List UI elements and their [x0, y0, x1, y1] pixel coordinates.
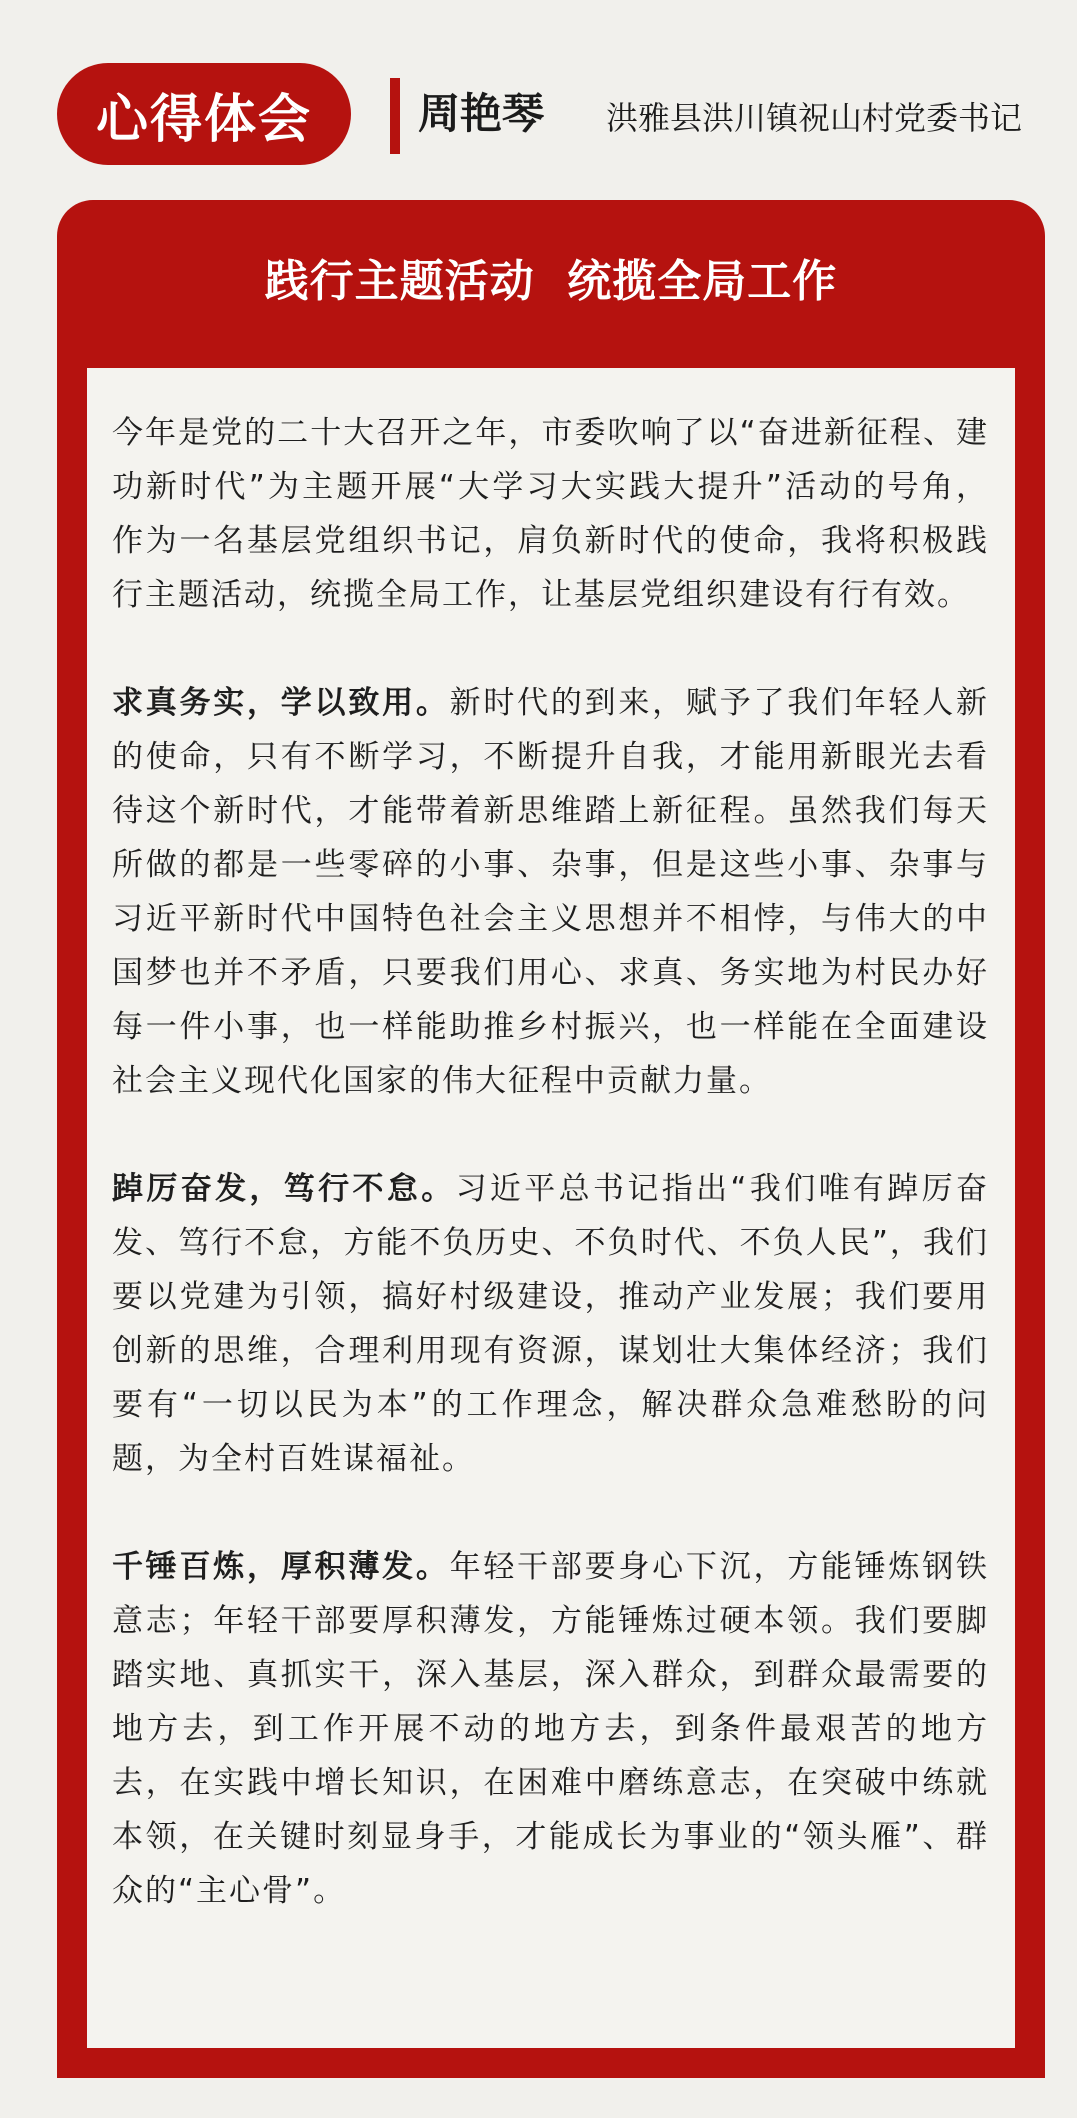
author-position: 洪雅县洪川镇祝山村党委书记: [606, 99, 1023, 137]
paragraph: [112, 1162, 989, 1486]
paragraph-lead: 千锤百炼，厚积薄发。: [112, 1549, 450, 1585]
paragraph-text: 今年是党的二十大召开之年，市委吹响了以“奋进新征程、建功新时代”为主题开展“大学习大实践大提升”活动的号角，作为一名基层党组织书记，肩负新时代的使命，我将积极践行主题活动，统揽全局工作，让基层党组织建设有行有效。: [112, 415, 989, 613]
paragraph-text: 年轻干部要身心下沉，方能锤炼钢铁意志；年轻干部要厚积薄发，方能锤炼过硬本领。我们要脚踏实地、真抓实干，深入基层，深入群众，到群众最需要的地方去，到工作开展不动的地方去，到条件最艰苦的地方去，在实践中增长知识，在困难中磨练意志，在突破中练就本领，在关键时刻显身手，才能成长为事业的“领头雁”、群众的“主心骨”。: [112, 1549, 990, 1909]
paragraph: [112, 1540, 989, 1918]
author-name: 周艳琴: [418, 89, 545, 138]
article-title: 践行主题活动 统揽全局工作: [264, 256, 838, 307]
paragraph-text: 新时代的到来，赋予了我们年轻人新的使命，只有不断学习，不断提升自我，才能用新眼光去看待这个新时代，才能带着新思维踏上新征程。虽然我们每天所做的都是一些零碎的小事、杂事，但是这些小事、杂事与习近平新时代中国特色社会主义思想并不相悖，与伟大的中国梦也并不矛盾，只要我们用心、求真、务实地为村民办好每一件小事，也一样能助推乡村振兴，也一样能在全面建设社会主义现代化国家的伟大征程中贡献力量。: [112, 685, 990, 1099]
header: [0, 0, 1077, 200]
section-badge: 心得体会: [57, 63, 351, 165]
paragraph: [112, 406, 989, 622]
paragraph: [112, 676, 989, 1108]
article-card: [57, 200, 1045, 2078]
paragraph-text: 习近平总书记指出“我们唯有踔厉奋发、笃行不怠，方能不负历史、不负时代、不负人民”，我们要以党建为引领，搞好村级建设，推动产业发展；我们要用创新的思维，合理利用现有资源，谋划壮大集体经济；我们要有“一切以民为本”的工作理念，解决群众急难愁盼的问题，为全村百姓谋福祉。: [112, 1171, 989, 1477]
article-body: [87, 368, 1015, 2048]
divider-bar: [390, 78, 400, 154]
paragraph-lead: 踔厉奋发，笃行不怠。: [112, 1171, 456, 1207]
paragraph-lead: 求真务实，学以致用。: [112, 685, 450, 721]
